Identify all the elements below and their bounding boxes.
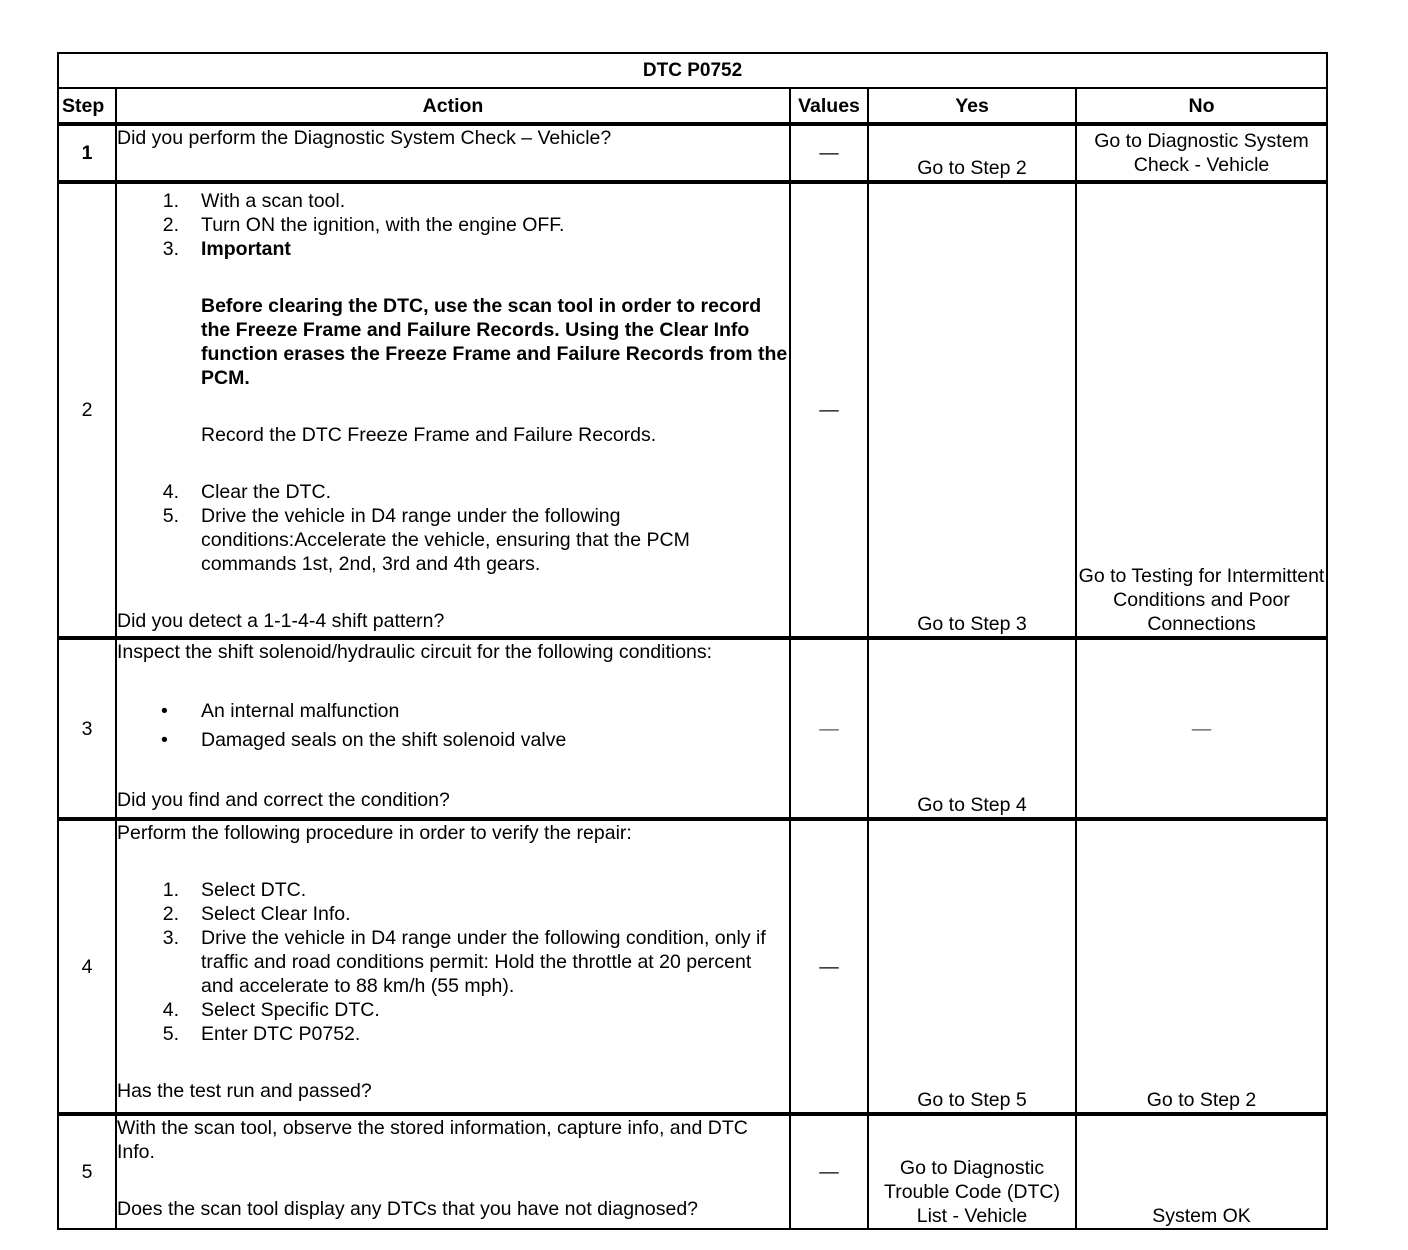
question-text: Did you perform the Diagnostic System Check – Vehicle? bbox=[117, 127, 612, 149]
yes-link[interactable]: Go to Step 3 bbox=[868, 182, 1076, 638]
step-number: 1 bbox=[58, 124, 116, 182]
question-text: Has the test run and passed? bbox=[117, 1080, 372, 1102]
list-item: • An internal malfunction bbox=[117, 697, 789, 726]
no-link[interactable]: Go to Testing for Intermittent Conditions and Poor Connections bbox=[1076, 182, 1327, 638]
header-no: No bbox=[1076, 88, 1327, 124]
step-number: 5 bbox=[58, 1114, 116, 1229]
procedure-list bbox=[117, 878, 789, 1046]
bullet-icon: • bbox=[161, 700, 168, 722]
yes-link[interactable]: Go to Step 2 bbox=[868, 124, 1076, 182]
header-action: Action bbox=[116, 88, 790, 124]
action-cell bbox=[116, 638, 790, 819]
yes-link[interactable]: Go to Step 4 bbox=[868, 638, 1076, 819]
condition-list bbox=[117, 697, 789, 755]
list-item: 5. Drive the vehicle in D4 range under the following conditions:Accelerate the vehicle, ensuring that the PCM commands 1st, 2nd, 3rd and 4th gears. bbox=[162, 505, 690, 575]
record-instruction: Record the DTC Freeze Frame and Failure Records. bbox=[201, 424, 657, 446]
header-step: Step bbox=[58, 88, 116, 124]
list-item: 4. Clear the DTC. bbox=[162, 481, 332, 503]
table-title: DTC P0752 bbox=[58, 53, 1327, 88]
step-number: 3 bbox=[58, 638, 116, 819]
step-number: 2 bbox=[58, 182, 116, 638]
table-row-step-4 bbox=[58, 819, 1327, 1114]
values-cell: — bbox=[790, 182, 868, 638]
step-number: 4 bbox=[58, 819, 116, 1114]
bullet-icon: • bbox=[161, 729, 168, 751]
no-link[interactable]: Go to Step 2 bbox=[1076, 819, 1327, 1114]
no-result: System OK bbox=[1076, 1114, 1327, 1229]
no-cell: — bbox=[1076, 638, 1327, 819]
procedure-list bbox=[117, 189, 789, 261]
question-text: Did you detect a 1-1-4-4 shift pattern? bbox=[117, 610, 445, 632]
list-item: 3. Important bbox=[162, 238, 291, 260]
list-item: 2. Turn ON the ignition, with the engine OFF. bbox=[162, 214, 565, 236]
important-note: Before clearing the DTC, use the scan tool in order to record the Freeze Frame and Failure Records. Using the Clear Info function erases the Freeze Frame and Failure Records from the PCM. bbox=[201, 295, 788, 389]
values-cell: — bbox=[790, 1114, 868, 1229]
list-item: 5. Enter DTC P0752. bbox=[162, 1023, 361, 1045]
header-yes: Yes bbox=[868, 88, 1076, 124]
header-values: Values bbox=[790, 88, 868, 124]
list-item: 3. Drive the vehicle in D4 range under the following condition, only if traffic and road conditions permit: Hold the throttle at 20 percent and accelerate to 88 km/h (55 mph). bbox=[162, 927, 766, 997]
list-item: • Damaged seals on the shift solenoid valve bbox=[117, 726, 789, 755]
values-cell: — bbox=[790, 819, 868, 1114]
table-row-step-3 bbox=[58, 638, 1327, 819]
header-row bbox=[58, 88, 1327, 124]
action-cell bbox=[116, 124, 790, 182]
action-cell bbox=[116, 182, 790, 638]
question-text: Does the scan tool display any DTCs that you have not diagnosed? bbox=[117, 1198, 699, 1220]
intro-text: Inspect the shift solenoid/hydraulic circuit for the following conditions: bbox=[117, 641, 713, 663]
list-item: 2. Select Clear Info. bbox=[162, 903, 351, 925]
intro-text: Perform the following procedure in order to verify the repair: bbox=[117, 822, 632, 844]
values-cell: — bbox=[790, 124, 868, 182]
table-row-step-5 bbox=[58, 1114, 1327, 1229]
yes-link[interactable]: Go to Diagnostic Trouble Code (DTC) List - Vehicle bbox=[868, 1114, 1076, 1229]
list-item: 1. With a scan tool. bbox=[162, 190, 346, 212]
table-row-step-2 bbox=[58, 182, 1327, 638]
dtc-table bbox=[57, 52, 1328, 1230]
yes-link[interactable]: Go to Step 5 bbox=[868, 819, 1076, 1114]
values-cell: — bbox=[790, 638, 868, 819]
action-cell bbox=[116, 1114, 790, 1229]
procedure-list bbox=[117, 480, 789, 576]
list-item: 4. Select Specific DTC. bbox=[162, 999, 380, 1021]
table-row-step-1 bbox=[58, 124, 1327, 182]
no-link[interactable]: Go to Diagnostic System Check - Vehicle bbox=[1076, 124, 1327, 182]
intro-text: With the scan tool, observe the stored information, capture info, and DTC Info. bbox=[117, 1117, 748, 1163]
action-cell bbox=[116, 819, 790, 1114]
question-text: Did you find and correct the condition? bbox=[117, 789, 450, 811]
list-item: 1. Select DTC. bbox=[162, 879, 307, 901]
